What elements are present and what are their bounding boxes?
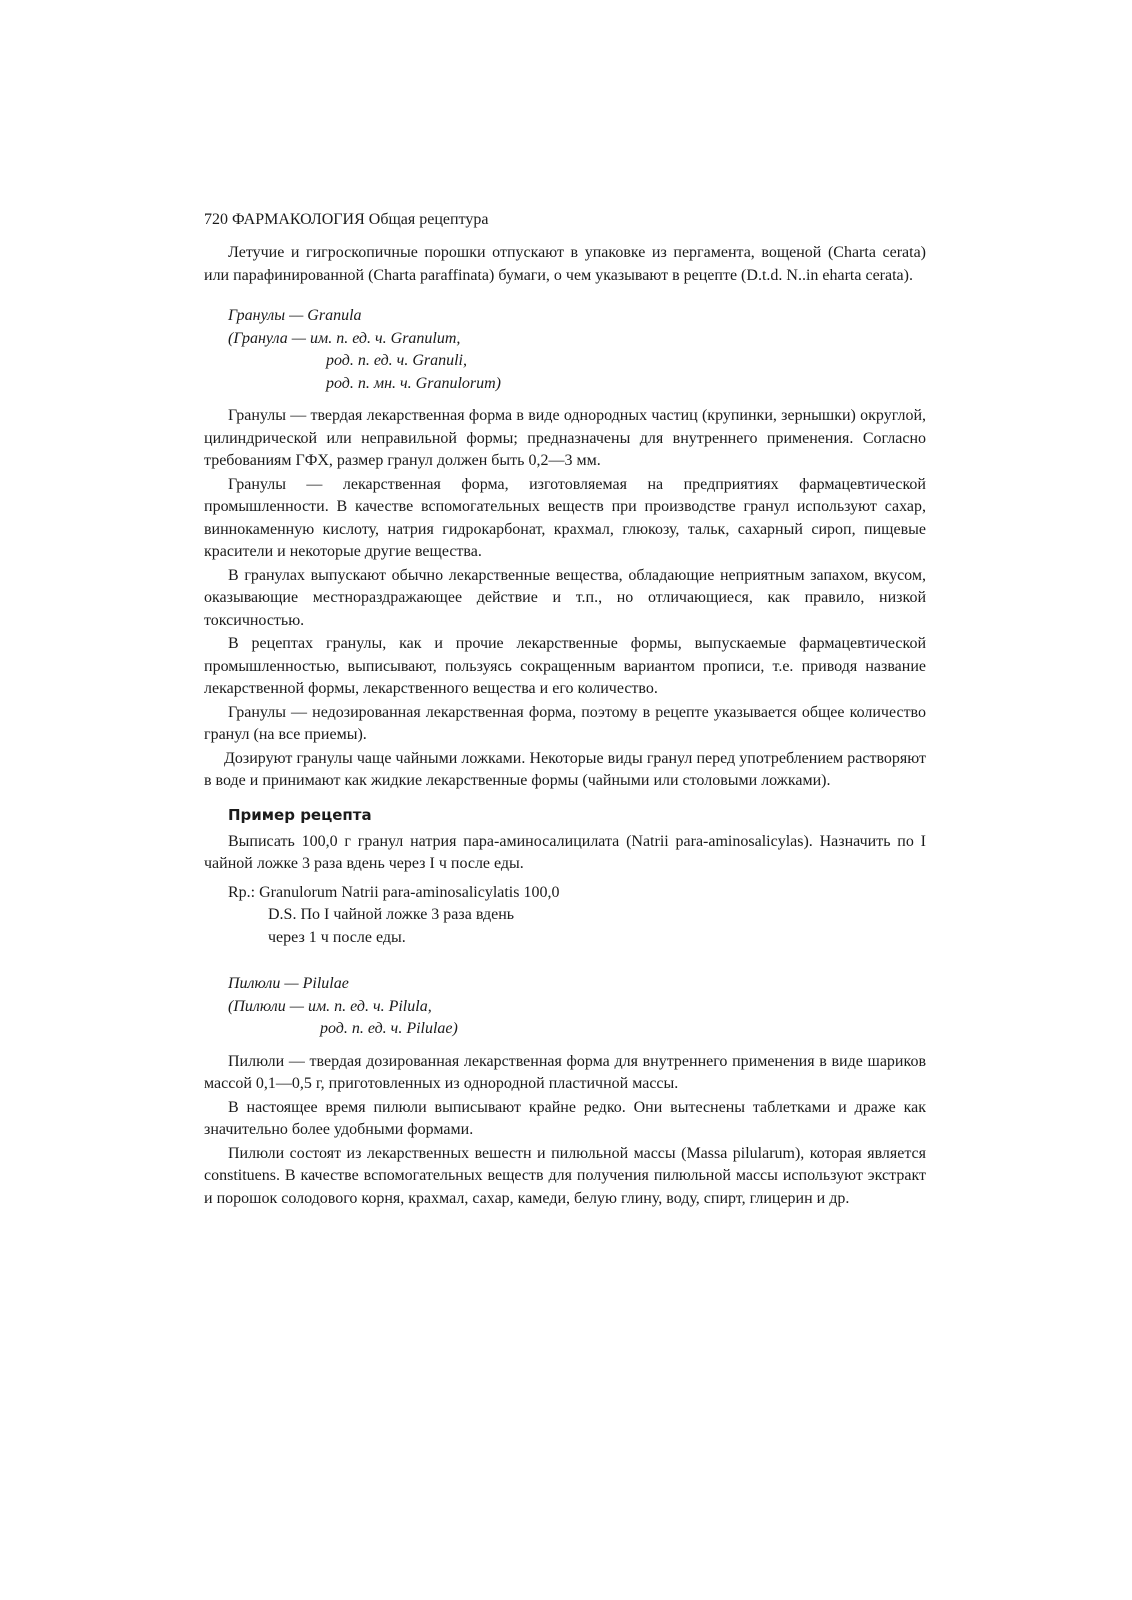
granules-paragraph-6: Дозируют гранулы чаще чайными ложками. Некоторые виды гранул перед употреблением растворяют в воде и принимают как жидкие лекарственные формы (чайными или столовыми ложками).	[204, 749, 926, 789]
intro-paragraph: Летучие и гигроскопичные порошки отпускают в упаковке из пергамента, вощеной (Charta cerata) или парафинированной (Charta paraffinata) бумаги, о чем указывают в рецепте (D.t.d. N..in eharta cerata).	[204, 244, 926, 284]
pills-nominative: (Пилюли — им. п. ед. ч. Pilula,	[228, 997, 432, 1015]
pills-paragraph-2: В настоящее время пилюли выписывают крайне редко. Они вытеснены таблетками и драже как значительно более удобными формами.	[204, 1098, 926, 1138]
example-heading: Пример рецепта	[228, 805, 372, 824]
spacer	[204, 949, 926, 973]
pills-paragraph-3: Пилюли состоят из лекарственных вешестн и пилюльной массы (Massa pilularum), которая является constituens. В качестве вспомогательных веществ для получения пилюльной массы используют экстракт и порошок солодового корня, крахмал, сахар, камеди, белую глину, воду, спирт, глицерин и др.	[204, 1144, 926, 1207]
granules-paragraph-2: Гранулы — лекарственная форма, изготовляемая на предприятиях фармацевтической промышленности. В качестве вспомогательных веществ при производстве гранул используют сахар, виннокаменную кислоту, натрия гидрокарбонат, крахмал, глюкозу, тальк, сахарный сироп, пищевые красители и некоторые другие вещества.	[204, 475, 926, 560]
pills-genitive-singular: род. п. ед. ч. Pilulae)	[320, 1020, 458, 1037]
granules-paragraph-1: Гранулы — твердая лекарственная форма в виде однородных частиц (крупинки, зернышки) округлой, цилиндрической или неправильной формы; предназначены для внутреннего применения. Согласно требованиям ГФХ, размер гранул должен быть 0,2—3 мм.	[204, 407, 926, 469]
pills-title-block	[204, 973, 926, 1041]
spacer	[204, 395, 926, 405]
granules-paragraph-3: В гранулах выпускают обычно лекарственные вещества, обладающие неприятным запахом, вкусом, оказывающие местнораздражающее действие и т.п., но отличающиеся, как правило, низкой токсичностью.	[204, 566, 926, 629]
granules-title: Гранулы — Granula	[228, 307, 362, 324]
running-header: 720 ФАРМАКОЛОГИЯ Общая рецептура	[204, 211, 489, 228]
granules-nominative: (Гранула — им. п. ед. ч. Granulum,	[228, 329, 461, 347]
pills-paragraph-1: Пилюли — твердая дозированная лекарственная форма для внутреннего применения в виде шариков массой 0,1—0,5 г, приготовленных из однородной пластичной массы.	[204, 1052, 926, 1092]
granules-genitive-singular: род. п. ед. ч. Granuli,	[326, 352, 467, 369]
prescription-block	[204, 882, 926, 950]
example-text: Выписать 100,0 г гранул натрия пара-аминосалицилата (Natrii para-aminosalicylas). Назначить по I чайной ложке 3 раза вдень через I ч после еды.	[204, 832, 926, 872]
granules-paragraph-5: Гранулы — недозированная лекарственная форма, поэтому в рецепте указывается общее количество гранул (на все приемы).	[204, 703, 926, 743]
granules-paragraph-4: В рецептах гранулы, как и прочие лекарственные формы, выпускаемые фармацевтической промышленностью, выписывают, пользуясь сокращенным вариантом прописи, т.е. приводя название лекарственной формы, лекарственного вещества и его количество.	[204, 635, 926, 697]
granules-genitive-plural: род. п. мн. ч. Granulorum)	[326, 374, 501, 392]
spacer	[204, 1041, 926, 1051]
pills-title: Пилюли — Pilulae	[228, 975, 349, 992]
granules-title-block	[204, 305, 926, 395]
prescription-line-2: D.S. По I чайной ложке 3 раза вдень	[268, 906, 515, 923]
prescription-line-3: через 1 ч после еды.	[268, 928, 406, 946]
spacer	[204, 287, 926, 305]
page-content	[204, 210, 926, 1210]
prescription-line-1: Rp.: Granulorum Natrii para-aminosalicylatis 100,0	[228, 883, 560, 901]
